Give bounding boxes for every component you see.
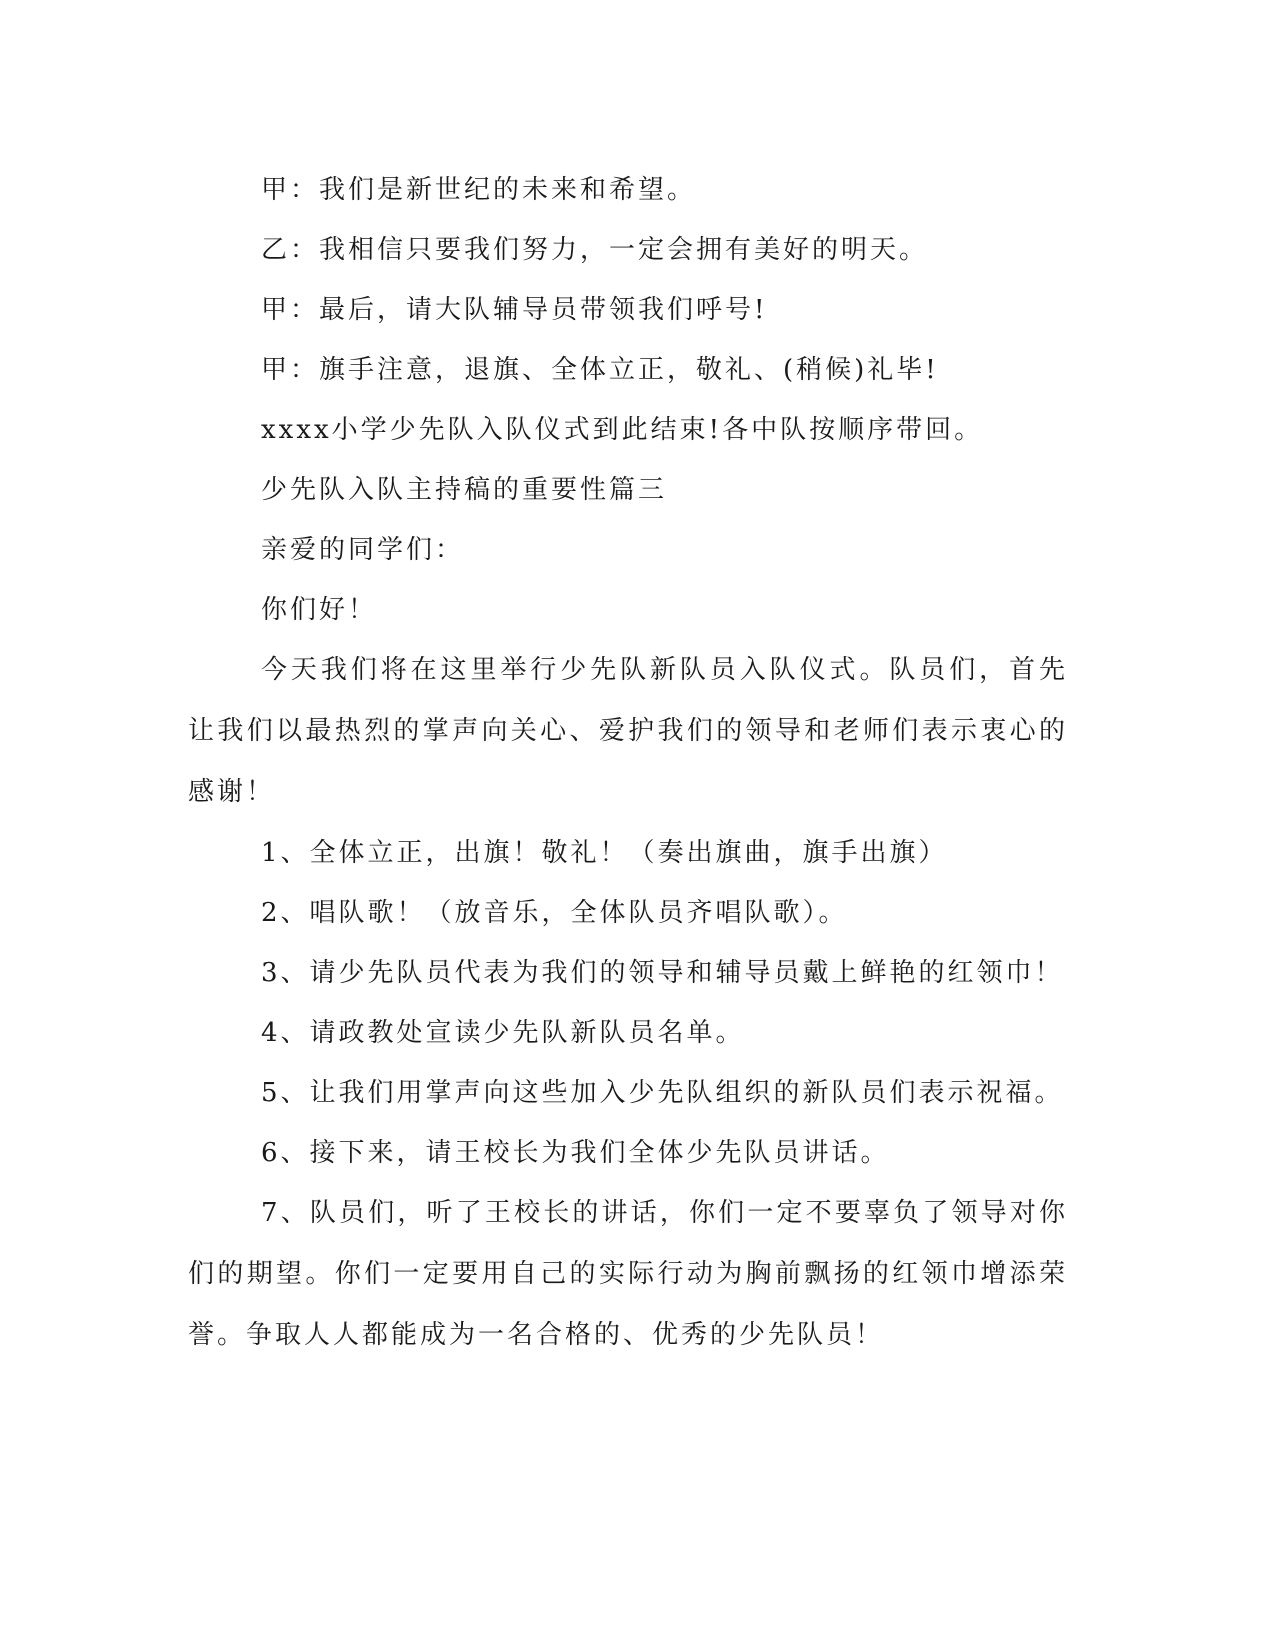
intro-paragraph: 今天我们将在这里举行少先队新队员入队仪式。队员们，首先让我们以最热烈的掌声向关心、爱护我们的领导和老师们表示衷心的感谢！: [188, 655, 1068, 807]
dialogue-line: 甲：我们是新世纪的未来和希望。: [261, 175, 697, 205]
closing-line: xxxx小学少先队入队仪式到此结束!各中队按顺序带回。: [261, 415, 984, 445]
greeting: 你们好！: [261, 595, 378, 625]
closing-paragraph: 7、队员们，听了王校长的讲话，你们一定不要辜负了领导对你们的期望。你们一定要用自己的实际行动为胸前飘扬的红领巾增添荣誉。争取人人都能成为一名合格的、优秀的少先队员！: [188, 1198, 1068, 1350]
step-item: 6、接下来，请王校长为我们全体少先队员讲话。: [261, 1138, 890, 1168]
step-item: 3、请少先队员代表为我们的领导和辅导员戴上鲜艳的红领巾！: [261, 958, 1064, 988]
step-item: 2、唱队歌！（放音乐，全体队员齐唱队歌）。: [261, 898, 848, 928]
step-item: 1、全体立正，出旗！敬礼！（奏出旗曲，旗手出旗）: [261, 838, 948, 868]
dialogue-line: 甲：最后，请大队辅导员带领我们呼号!: [261, 295, 768, 325]
dialogue-line: 甲：旗手注意，退旗、全体立正，敬礼、(稍候)礼毕!: [261, 355, 939, 385]
dialogue-line: 乙：我相信只要我们努力，一定会拥有美好的明天。: [261, 235, 929, 265]
step-item: 5、让我们用掌声向这些加入少先队组织的新队员们表示祝福。: [261, 1078, 1064, 1108]
salutation: 亲爱的同学们：: [261, 535, 465, 565]
step-item: 4、请政教处宣读少先队新队员名单。: [261, 1018, 745, 1048]
section-heading: 少先队入队主持稿的重要性篇三: [261, 475, 668, 505]
document-body: [188, 160, 1068, 1366]
